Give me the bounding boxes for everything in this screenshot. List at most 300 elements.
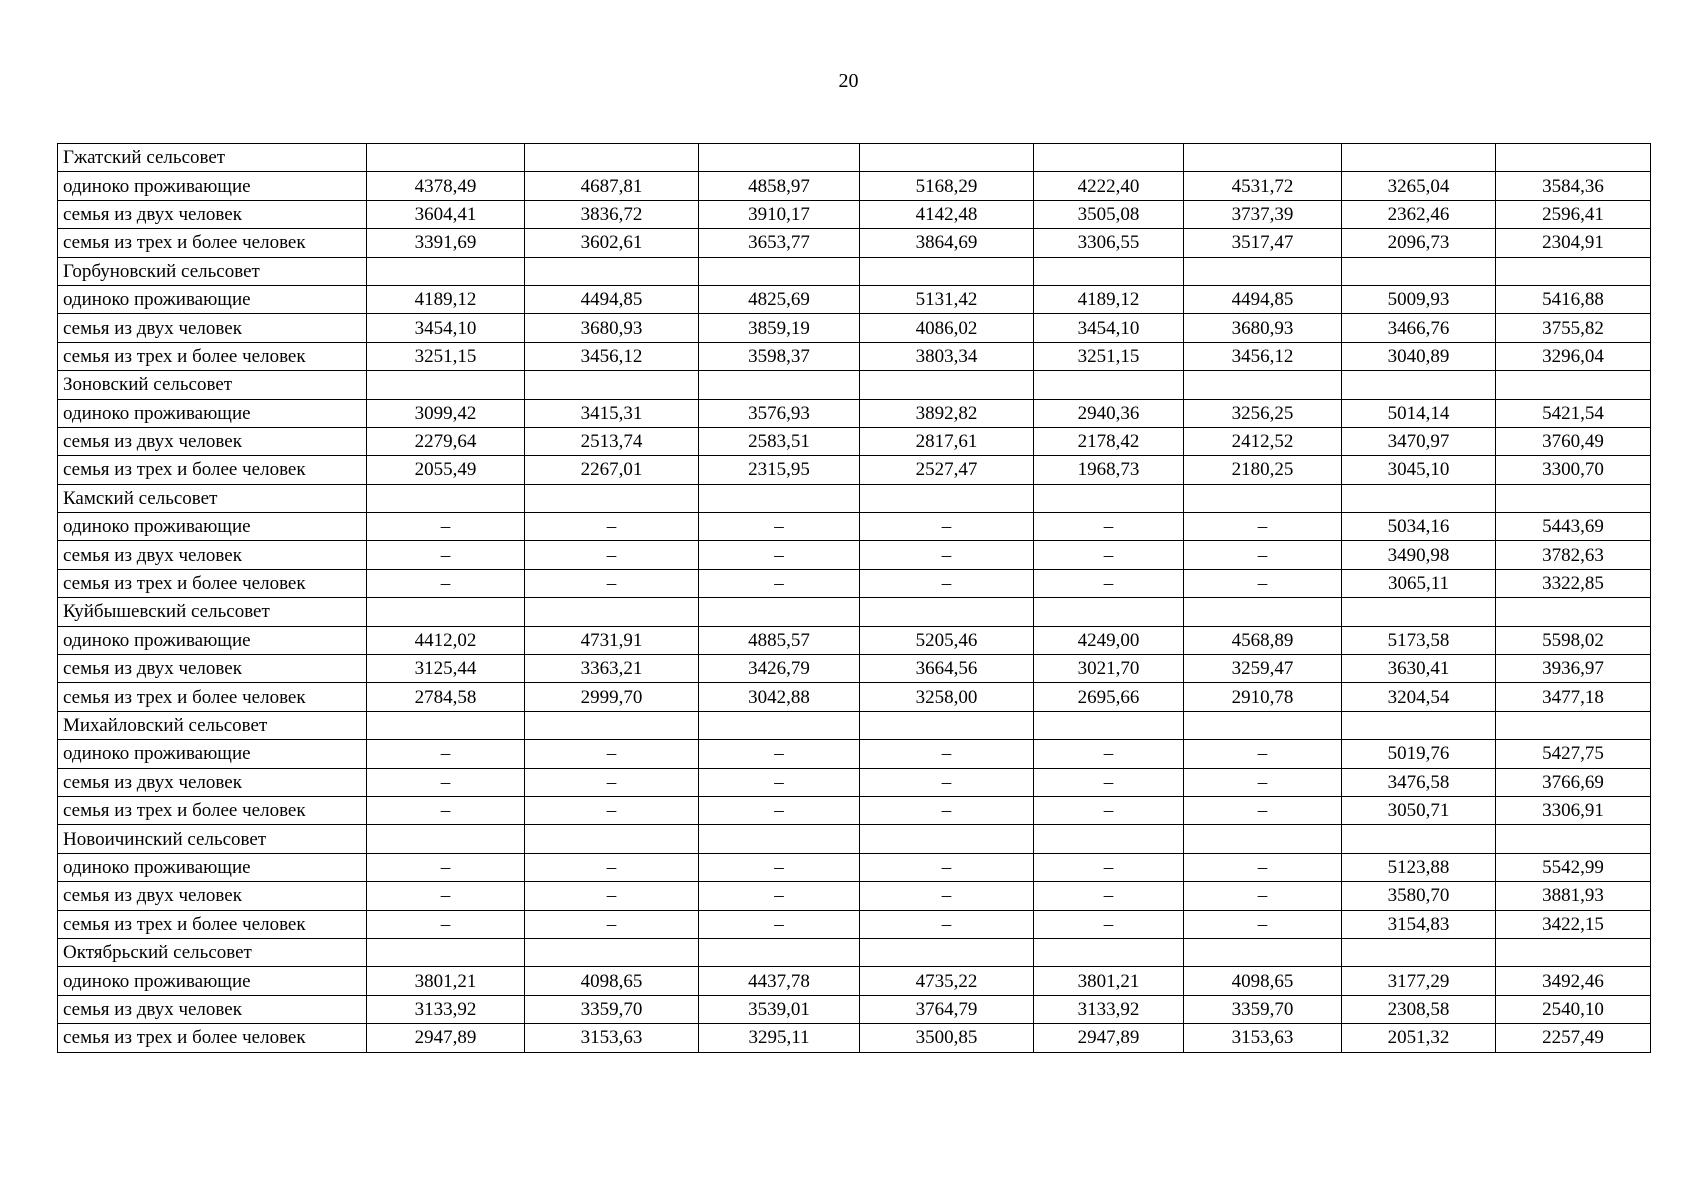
section-title: Зоновский сельсовет — [58, 371, 367, 399]
value-cell: – — [1034, 768, 1184, 796]
value-cell: 3045,10 — [1342, 456, 1496, 484]
value-cell: 3251,15 — [367, 342, 525, 370]
value-cell: 4378,49 — [367, 172, 525, 200]
value-cell: 3760,49 — [1496, 427, 1651, 455]
table-row — [58, 229, 1651, 257]
table-row — [58, 967, 1651, 995]
empty-cell — [1342, 938, 1496, 966]
value-cell: 3490,98 — [1342, 541, 1496, 569]
value-cell: 3177,29 — [1342, 967, 1496, 995]
value-cell: 5173,58 — [1342, 626, 1496, 654]
value-cell: 4825,69 — [699, 285, 860, 313]
value-cell: 3454,10 — [1034, 314, 1184, 342]
row-label: одиноко проживающие — [58, 853, 367, 881]
empty-cell — [525, 598, 699, 626]
value-cell: 3265,04 — [1342, 172, 1496, 200]
empty-cell — [1184, 711, 1342, 739]
empty-cell — [1496, 144, 1651, 172]
section-row — [58, 598, 1651, 626]
value-cell: – — [699, 882, 860, 910]
empty-cell — [525, 825, 699, 853]
value-cell: – — [525, 910, 699, 938]
table-row — [58, 882, 1651, 910]
value-cell: – — [525, 882, 699, 910]
empty-cell — [367, 371, 525, 399]
empty-cell — [367, 144, 525, 172]
value-cell: 4222,40 — [1034, 172, 1184, 200]
empty-cell — [525, 938, 699, 966]
value-cell: – — [367, 740, 525, 768]
value-cell: – — [1034, 882, 1184, 910]
value-cell: 3664,56 — [860, 655, 1034, 683]
value-cell: – — [860, 569, 1034, 597]
section-row — [58, 825, 1651, 853]
table-row — [58, 910, 1651, 938]
value-cell: – — [525, 796, 699, 824]
value-cell: 3454,10 — [367, 314, 525, 342]
value-cell: 5034,16 — [1342, 513, 1496, 541]
value-cell: 3737,39 — [1184, 200, 1342, 228]
value-cell: 2362,46 — [1342, 200, 1496, 228]
empty-cell — [699, 825, 860, 853]
section-row — [58, 938, 1651, 966]
value-cell: 5131,42 — [860, 285, 1034, 313]
value-cell: – — [699, 853, 860, 881]
value-cell: – — [367, 910, 525, 938]
value-cell: 3021,70 — [1034, 655, 1184, 683]
empty-cell — [367, 257, 525, 285]
empty-cell — [1034, 257, 1184, 285]
value-cell: 3153,63 — [1184, 1024, 1342, 1052]
value-cell: – — [699, 569, 860, 597]
value-cell: 2304,91 — [1496, 229, 1651, 257]
value-cell: 4437,78 — [699, 967, 860, 995]
value-cell: 2051,32 — [1342, 1024, 1496, 1052]
tariff-table — [57, 143, 1651, 1053]
section-row — [58, 257, 1651, 285]
value-cell: 3801,21 — [367, 967, 525, 995]
value-cell: 4189,12 — [367, 285, 525, 313]
row-label: одиноко проживающие — [58, 399, 367, 427]
empty-cell — [1034, 825, 1184, 853]
section-title: Камский сельсовет — [58, 484, 367, 512]
empty-cell — [1342, 484, 1496, 512]
value-cell: 3042,88 — [699, 683, 860, 711]
value-cell: 4494,85 — [525, 285, 699, 313]
value-cell: – — [860, 853, 1034, 881]
value-cell: – — [860, 796, 1034, 824]
value-cell: 3580,70 — [1342, 882, 1496, 910]
value-cell: 2412,52 — [1184, 427, 1342, 455]
value-cell: 3133,92 — [367, 995, 525, 1023]
value-cell: 2279,64 — [367, 427, 525, 455]
value-cell: – — [699, 910, 860, 938]
page-number: 20 — [838, 70, 859, 92]
value-cell: 3296,04 — [1496, 342, 1651, 370]
row-label: семья из двух человек — [58, 314, 367, 342]
empty-cell — [1342, 825, 1496, 853]
value-cell: – — [1184, 910, 1342, 938]
row-label: семья из двух человек — [58, 427, 367, 455]
value-cell: 2055,49 — [367, 456, 525, 484]
value-cell: 3415,31 — [525, 399, 699, 427]
empty-cell — [1496, 711, 1651, 739]
value-cell: – — [367, 569, 525, 597]
value-cell: 3422,15 — [1496, 910, 1651, 938]
value-cell: 2315,95 — [699, 456, 860, 484]
value-cell: 3306,91 — [1496, 796, 1651, 824]
empty-cell — [1184, 938, 1342, 966]
value-cell: 4687,81 — [525, 172, 699, 200]
value-cell: 3505,08 — [1034, 200, 1184, 228]
table-row — [58, 995, 1651, 1023]
value-cell: 3259,47 — [1184, 655, 1342, 683]
value-cell: 3755,82 — [1496, 314, 1651, 342]
value-cell: 3936,97 — [1496, 655, 1651, 683]
value-cell: – — [1184, 541, 1342, 569]
value-cell: – — [367, 853, 525, 881]
row-label: одиноко проживающие — [58, 740, 367, 768]
table-row — [58, 569, 1651, 597]
value-cell: 3836,72 — [525, 200, 699, 228]
empty-cell — [1342, 711, 1496, 739]
empty-cell — [699, 144, 860, 172]
row-label: семья из двух человек — [58, 768, 367, 796]
value-cell: 3300,70 — [1496, 456, 1651, 484]
value-cell: – — [1184, 513, 1342, 541]
value-cell: 5421,54 — [1496, 399, 1651, 427]
value-cell: – — [1184, 796, 1342, 824]
section-row — [58, 484, 1651, 512]
empty-cell — [860, 711, 1034, 739]
empty-cell — [367, 711, 525, 739]
value-cell: 3539,01 — [699, 995, 860, 1023]
value-cell: 3604,41 — [367, 200, 525, 228]
empty-cell — [367, 598, 525, 626]
row-label: семья из трех и более человек — [58, 910, 367, 938]
value-cell: 3154,83 — [1342, 910, 1496, 938]
value-cell: 3803,34 — [860, 342, 1034, 370]
value-cell: – — [1184, 569, 1342, 597]
value-cell: – — [860, 541, 1034, 569]
value-cell: – — [1034, 541, 1184, 569]
value-cell: 3764,79 — [860, 995, 1034, 1023]
value-cell: – — [525, 513, 699, 541]
value-cell: 4098,65 — [1184, 967, 1342, 995]
section-title: Октябрьский сельсовет — [58, 938, 367, 966]
value-cell: – — [699, 740, 860, 768]
empty-cell — [860, 484, 1034, 512]
value-cell: 3363,21 — [525, 655, 699, 683]
value-cell: 3653,77 — [699, 229, 860, 257]
value-cell: – — [699, 796, 860, 824]
section-row — [58, 371, 1651, 399]
value-cell: 2527,47 — [860, 456, 1034, 484]
empty-cell — [699, 257, 860, 285]
value-cell: 4858,97 — [699, 172, 860, 200]
value-cell: 4086,02 — [860, 314, 1034, 342]
empty-cell — [1496, 484, 1651, 512]
empty-cell — [367, 825, 525, 853]
empty-cell — [699, 938, 860, 966]
value-cell: 2513,74 — [525, 427, 699, 455]
value-cell: 3892,82 — [860, 399, 1034, 427]
value-cell: 5014,14 — [1342, 399, 1496, 427]
row-label: семья из трех и более человек — [58, 229, 367, 257]
value-cell: 2940,36 — [1034, 399, 1184, 427]
value-cell: – — [699, 541, 860, 569]
table-row — [58, 427, 1651, 455]
value-cell: 2596,41 — [1496, 200, 1651, 228]
value-cell: 2695,66 — [1034, 683, 1184, 711]
empty-cell — [1342, 144, 1496, 172]
value-cell: – — [525, 740, 699, 768]
empty-cell — [860, 144, 1034, 172]
empty-cell — [525, 371, 699, 399]
section-title: Горбуновский сельсовет — [58, 257, 367, 285]
value-cell: 3602,61 — [525, 229, 699, 257]
value-cell: 5598,02 — [1496, 626, 1651, 654]
table-row — [58, 683, 1651, 711]
table-row — [58, 1024, 1651, 1052]
table-row — [58, 655, 1651, 683]
empty-cell — [1342, 371, 1496, 399]
empty-cell — [1496, 371, 1651, 399]
row-label: семья из двух человек — [58, 655, 367, 683]
row-label: семья из трех и более человек — [58, 342, 367, 370]
value-cell: 2540,10 — [1496, 995, 1651, 1023]
value-cell: – — [860, 768, 1034, 796]
empty-cell — [367, 938, 525, 966]
value-cell: 3359,70 — [1184, 995, 1342, 1023]
table-row — [58, 314, 1651, 342]
empty-cell — [1496, 257, 1651, 285]
value-cell: 3426,79 — [699, 655, 860, 683]
value-cell: – — [367, 882, 525, 910]
table-row — [58, 200, 1651, 228]
row-label: семья из двух человек — [58, 995, 367, 1023]
value-cell: 3322,85 — [1496, 569, 1651, 597]
row-label: семья из трех и более человек — [58, 796, 367, 824]
empty-cell — [699, 598, 860, 626]
value-cell: 5009,93 — [1342, 285, 1496, 313]
empty-cell — [1496, 598, 1651, 626]
empty-cell — [1184, 144, 1342, 172]
row-label: одиноко проживающие — [58, 513, 367, 541]
empty-cell — [525, 484, 699, 512]
value-cell: 4885,57 — [699, 626, 860, 654]
value-cell: 3910,17 — [699, 200, 860, 228]
empty-cell — [1184, 825, 1342, 853]
empty-cell — [1184, 598, 1342, 626]
empty-cell — [699, 711, 860, 739]
value-cell: – — [1034, 513, 1184, 541]
value-cell: – — [525, 541, 699, 569]
value-cell: 5416,88 — [1496, 285, 1651, 313]
table-row — [58, 399, 1651, 427]
row-label: одиноко проживающие — [58, 285, 367, 313]
value-cell: – — [367, 768, 525, 796]
value-cell: 5205,46 — [860, 626, 1034, 654]
value-cell: 3456,12 — [525, 342, 699, 370]
table-row — [58, 513, 1651, 541]
value-cell: 3251,15 — [1034, 342, 1184, 370]
value-cell: 2947,89 — [1034, 1024, 1184, 1052]
value-cell: 3256,25 — [1184, 399, 1342, 427]
value-cell: 4412,02 — [367, 626, 525, 654]
value-cell: 2096,73 — [1342, 229, 1496, 257]
empty-cell — [1496, 825, 1651, 853]
section-title: Гжатский сельсовет — [58, 144, 367, 172]
value-cell: 5443,69 — [1496, 513, 1651, 541]
value-cell: 3864,69 — [860, 229, 1034, 257]
value-cell: 3466,76 — [1342, 314, 1496, 342]
section-row — [58, 711, 1651, 739]
value-cell: 3477,18 — [1496, 683, 1651, 711]
empty-cell — [525, 144, 699, 172]
value-cell: 3782,63 — [1496, 541, 1651, 569]
value-cell: 3517,47 — [1184, 229, 1342, 257]
value-cell: 3306,55 — [1034, 229, 1184, 257]
value-cell: 4189,12 — [1034, 285, 1184, 313]
table-row — [58, 626, 1651, 654]
empty-cell — [525, 257, 699, 285]
value-cell: – — [699, 513, 860, 541]
value-cell: 5123,88 — [1342, 853, 1496, 881]
table-row — [58, 768, 1651, 796]
value-cell: 2583,51 — [699, 427, 860, 455]
value-cell: 3133,92 — [1034, 995, 1184, 1023]
value-cell: 2817,61 — [860, 427, 1034, 455]
value-cell: 3476,58 — [1342, 768, 1496, 796]
section-row — [58, 144, 1651, 172]
value-cell: – — [1034, 853, 1184, 881]
empty-cell — [1184, 257, 1342, 285]
value-cell: 5427,75 — [1496, 740, 1651, 768]
value-cell: 3766,69 — [1496, 768, 1651, 796]
value-cell: 3680,93 — [1184, 314, 1342, 342]
value-cell: – — [1034, 796, 1184, 824]
empty-cell — [860, 938, 1034, 966]
empty-cell — [1034, 144, 1184, 172]
table-row — [58, 172, 1651, 200]
value-cell: 2180,25 — [1184, 456, 1342, 484]
value-cell: – — [860, 882, 1034, 910]
value-cell: 2947,89 — [367, 1024, 525, 1052]
value-cell: 3492,46 — [1496, 967, 1651, 995]
value-cell: – — [1034, 569, 1184, 597]
value-cell: 4098,65 — [525, 967, 699, 995]
value-cell: – — [367, 513, 525, 541]
value-cell: 3359,70 — [525, 995, 699, 1023]
value-cell: 3258,00 — [860, 683, 1034, 711]
value-cell: 4568,89 — [1184, 626, 1342, 654]
value-cell: 3295,11 — [699, 1024, 860, 1052]
value-cell: 4735,22 — [860, 967, 1034, 995]
empty-cell — [1342, 598, 1496, 626]
value-cell: – — [860, 910, 1034, 938]
value-cell: – — [525, 768, 699, 796]
value-cell: – — [860, 513, 1034, 541]
value-cell: 3500,85 — [860, 1024, 1034, 1052]
value-cell: – — [699, 768, 860, 796]
value-cell: 3881,93 — [1496, 882, 1651, 910]
empty-cell — [1034, 938, 1184, 966]
empty-cell — [1184, 484, 1342, 512]
empty-cell — [1034, 711, 1184, 739]
value-cell: 4531,72 — [1184, 172, 1342, 200]
value-cell: 3801,21 — [1034, 967, 1184, 995]
value-cell: – — [525, 569, 699, 597]
section-title: Михайловский сельсовет — [58, 711, 367, 739]
table-row — [58, 796, 1651, 824]
value-cell: 5168,29 — [860, 172, 1034, 200]
row-label: семья из двух человек — [58, 882, 367, 910]
table-row — [58, 541, 1651, 569]
empty-cell — [367, 484, 525, 512]
value-cell: 3456,12 — [1184, 342, 1342, 370]
value-cell: – — [367, 796, 525, 824]
row-label: семья из трех и более человек — [58, 569, 367, 597]
value-cell: 3391,69 — [367, 229, 525, 257]
empty-cell — [860, 371, 1034, 399]
empty-cell — [1034, 484, 1184, 512]
value-cell: 2308,58 — [1342, 995, 1496, 1023]
row-label: семья из трех и более человек — [58, 1024, 367, 1052]
row-label: семья из двух человек — [58, 541, 367, 569]
empty-cell — [860, 257, 1034, 285]
empty-cell — [1184, 371, 1342, 399]
value-cell: 5019,76 — [1342, 740, 1496, 768]
value-cell: 2910,78 — [1184, 683, 1342, 711]
value-cell: 3153,63 — [525, 1024, 699, 1052]
value-cell: 3204,54 — [1342, 683, 1496, 711]
value-cell: 3470,97 — [1342, 427, 1496, 455]
empty-cell — [699, 484, 860, 512]
value-cell: 3859,19 — [699, 314, 860, 342]
value-cell: 2178,42 — [1034, 427, 1184, 455]
value-cell: – — [367, 541, 525, 569]
empty-cell — [699, 371, 860, 399]
value-cell: 3050,71 — [1342, 796, 1496, 824]
empty-cell — [860, 598, 1034, 626]
value-cell: 3099,42 — [367, 399, 525, 427]
value-cell: – — [860, 740, 1034, 768]
value-cell: – — [1034, 910, 1184, 938]
value-cell: 3040,89 — [1342, 342, 1496, 370]
table-row — [58, 740, 1651, 768]
table-row — [58, 853, 1651, 881]
row-label: семья из трех и более человек — [58, 456, 367, 484]
empty-cell — [860, 825, 1034, 853]
value-cell: – — [1184, 882, 1342, 910]
row-label: одиноко проживающие — [58, 967, 367, 995]
value-cell: 3125,44 — [367, 655, 525, 683]
value-cell: 3576,93 — [699, 399, 860, 427]
value-cell: 2267,01 — [525, 456, 699, 484]
table-body — [58, 144, 1651, 1053]
section-title: Новоичинский сельсовет — [58, 825, 367, 853]
value-cell: 4249,00 — [1034, 626, 1184, 654]
value-cell: – — [1184, 768, 1342, 796]
value-cell: – — [1184, 740, 1342, 768]
value-cell: 4142,48 — [860, 200, 1034, 228]
value-cell: 3584,36 — [1496, 172, 1651, 200]
value-cell: 2257,49 — [1496, 1024, 1651, 1052]
table-row — [58, 285, 1651, 313]
value-cell: 2999,70 — [525, 683, 699, 711]
empty-cell — [1034, 371, 1184, 399]
